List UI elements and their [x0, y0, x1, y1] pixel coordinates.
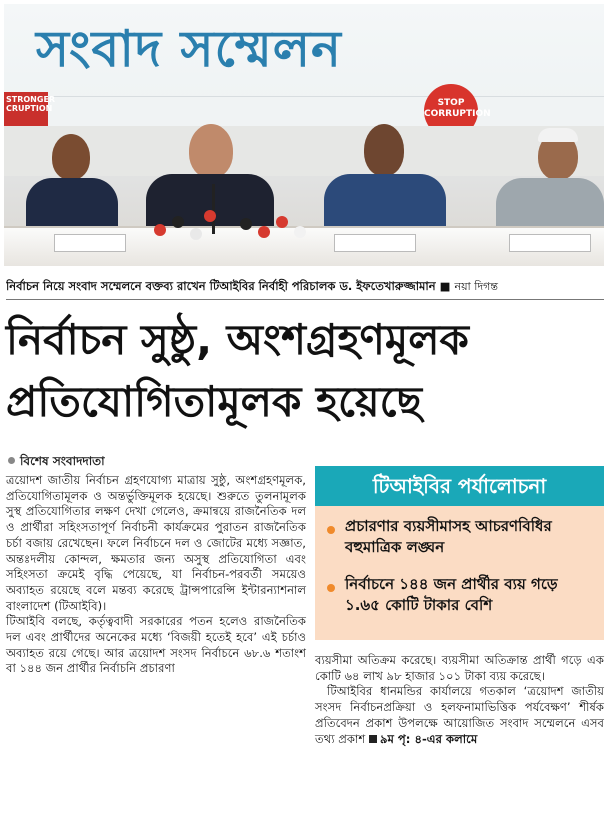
person-head [52, 134, 90, 180]
microphone [258, 226, 270, 238]
microphone [276, 216, 288, 228]
microphone [154, 224, 166, 236]
namecard [54, 234, 126, 252]
review-item: প্রচারণার ব্যয়সীমাসহ আচরণবিধির বহুমাত্রিক লঙ্ঘন [345, 517, 552, 556]
article-paragraph: ত্রয়োদশ জাতীয় নির্বাচন গ্রহণযোগ্য মাত্রায় সুষ্ঠু, অংশগ্রহণমূলক, প্রতিযোগিতামূলক ও অন্তর্ভুক্তিমূলক হয়েছে। শুরুতে তুলনামূলক সুস্থ প্রতিযোগিতার লক্ষণ দেখা গেলেও, ক্রমান্বয়ে রাজনৈতিক দল ও প্রার্থীরা সহিংসতাপূর্ণ নির্বাচনী কার্যক্রমের পুরাতন রাজনৈতিক চর্চা বজায় রেখেছেন। ফলে নির্বাচনে দল ও জোটের মধ্যে সজ্ঞাত, অন্তঃদলীয় কোন্দল, ক্ষমতার জন্য অসুস্থ প্রতিযোগিতা এবং সহিংসতা ক্রমেই বৃদ্ধি পেয়েছে, যা নির্বাচন-পরবর্তী সময়েও অব্যাহত রয়েছে বলে মন্তব্য করেছে ট্রান্সপারেন্সি ইন্টারন্যাশনাল বাংলাদেশ (টিআইবি)। [6, 473, 306, 613]
banner-left-sign: STRONGER CRUPTION [4, 92, 48, 128]
bullet-icon [327, 584, 335, 592]
byline [8, 453, 105, 473]
article-paragraph: টিআইবি বলছে, কর্তৃত্ববাদী সরকারের পতন হলেও রাজনৈতিক দল এবং প্রার্থীদের অনেকের মধ্যে ‘বিজয়ী হতেই হবে’ এই চর্চাও অব্যাহত রয়ে গেছে। আর ত্রয়োদশ সংসদ নির্বাচনে ৬৮.৬ শতাংশ বা ১৪৪ জন প্রার্থীর নির্বাচনি প্রচারণা [6, 614, 306, 676]
square-bullet-icon [369, 735, 377, 743]
bullet-icon [327, 526, 335, 534]
banner-title: সংবাদ সম্মেলন [36, 20, 342, 78]
review-item: নির্বাচনে ১৪৪ জন প্রার্থীর ব্যয় গড়ে ১.৬৫ কোটি টাকার বেশি [345, 575, 558, 614]
photo-banner [4, 4, 604, 126]
article-column-left [6, 473, 306, 677]
namecard [334, 234, 416, 252]
stop-corruption-badge: STOP CORRUPTION [424, 84, 478, 138]
microphone [294, 226, 306, 238]
continued-note [369, 732, 477, 746]
prayer-cap [538, 128, 578, 142]
bullet-icon [8, 457, 15, 464]
person-head [364, 124, 404, 176]
microphone [204, 210, 216, 222]
person-head [189, 124, 233, 178]
divider [6, 299, 604, 300]
photo-wall [4, 126, 604, 176]
article-paragraph: ব্যয়সীমা অতিক্রম করেছে। ব্যয়সীমা অতিক্রান্ত প্রার্থী গড়ে এক কোটি ৬৪ লাখ ৯৮ হাজার ১০১ টাকা ব্যয় করেছে। [315, 653, 604, 683]
namecard [509, 234, 591, 252]
photo-caption [6, 276, 604, 296]
caption-text: নির্বাচন নিয়ে সংবাদ সম্মেলনে বক্তব্য রাখেন টিআইবির নির্বাহী পরিচালক ড. ইফতেখারুজ্জামান [6, 279, 436, 293]
microphone [240, 218, 252, 230]
mic-stand [212, 184, 215, 234]
article-paragraph: টিআইবির ধানমন্ডির কার্যালয়ে গতকাল ‘ত্রয়োদশ জাতীয় সংসদ নির্বাচনপ্রক্রিয়া ও হলফনামাভিত্তিক পর্যবেক্ষণ’ শীর্ষক প্রতিবেদন প্রকাশ উপলক্ষে আয়োজিত সংবাদ সম্মেলনে এসব তথ্য প্রকাশ [315, 684, 604, 746]
headline-line-2: প্রতিযোগিতামূলক হয়েছে [6, 377, 422, 426]
caption-separator: ■ [439, 279, 455, 293]
press-conference-photo [4, 4, 604, 266]
byline-text: বিশেষ সংবাদদাতা [20, 454, 105, 468]
photo-credit: নয়া দিগন্ত [454, 280, 498, 293]
article-column-right [315, 653, 604, 747]
review-box [315, 466, 604, 640]
microphone [172, 216, 184, 228]
continued-text: ৯ম পৃ: ৪-এর কলামে [379, 731, 478, 746]
headline-line-1: নির্বাচন সুষ্ঠু, অংশগ্রহণমূলক [6, 315, 469, 364]
banner-strip [4, 96, 604, 127]
microphone [190, 228, 202, 240]
review-box-title: টিআইবির পর্যালোচনা [315, 466, 604, 506]
